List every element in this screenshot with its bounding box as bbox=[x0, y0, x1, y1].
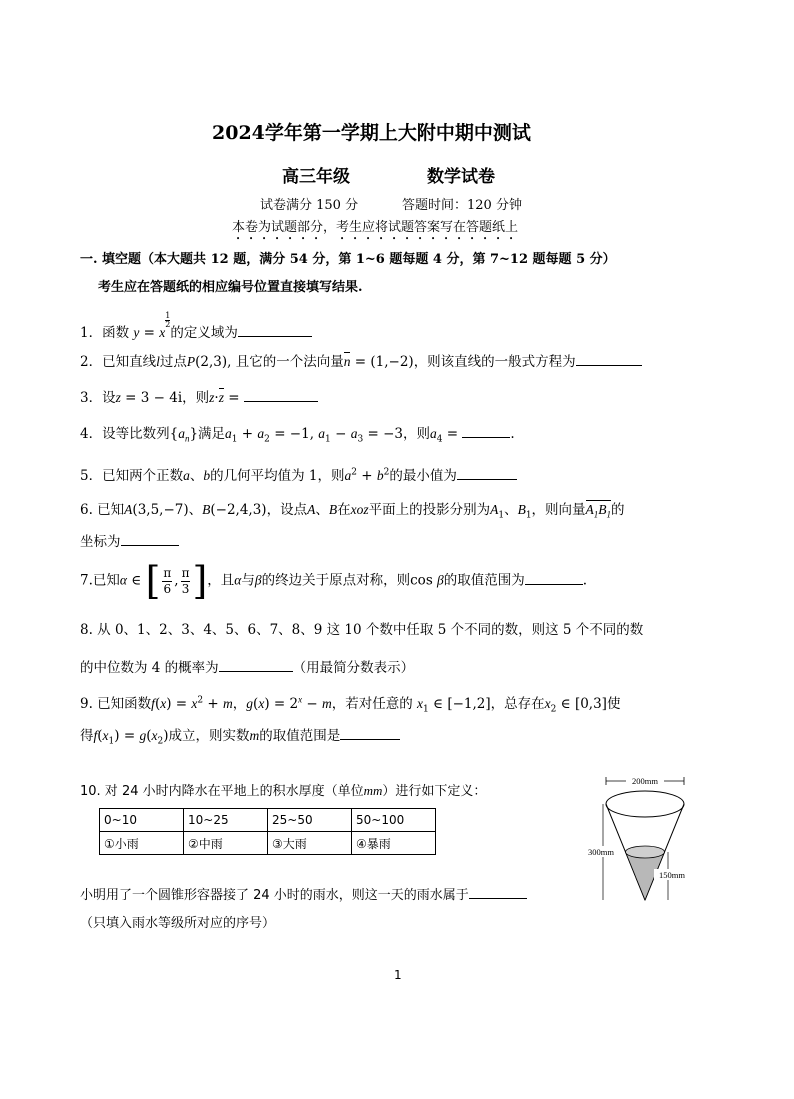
q2-text-d: ，则该直线的一般式方程为 bbox=[413, 354, 576, 370]
q6-text-g: 坐标为 bbox=[80, 534, 121, 550]
question-number: 5． bbox=[80, 468, 103, 484]
q7-text-d: 的终边关于原点对称，则 bbox=[261, 572, 411, 589]
question-9-cont: 得$f(x_1) = g(x_2)$成立，则实数m的取值范围是 bbox=[80, 724, 400, 747]
question-4: 4．设等比数列$\{a_n\}$满足$a_1 + a_2 = -1$, $a_1 - a_3 = -3$，则$a_4$ = . bbox=[80, 426, 515, 445]
answer-blank bbox=[576, 352, 642, 366]
exam-notice: 本卷为试题部分，考生应将试题答案写在答题纸上 bbox=[232, 220, 519, 235]
q2-text-c: , 且它的一个法向量 bbox=[227, 354, 344, 370]
table-cell: ④暴雨 bbox=[352, 832, 436, 855]
q7-text-e: 的取值范围为 bbox=[443, 572, 525, 589]
q3-text-b: ，则 bbox=[182, 390, 210, 406]
question-6-cont bbox=[80, 530, 179, 550]
water-dimension-label: 150mm bbox=[659, 870, 685, 880]
time-info: 答题时间：120 分钟 bbox=[402, 198, 522, 213]
answer-blank bbox=[469, 885, 527, 899]
question-number: 6. bbox=[80, 502, 98, 518]
q4-end: . bbox=[510, 426, 515, 442]
page-number: 1 bbox=[394, 968, 402, 982]
question-5: 5．已知两个正数a、b的几何平均值为 1，则$a^2 + b^2$的最小值为 bbox=[80, 464, 517, 484]
question-8: 8. 从 0、1、2、3、4、5、6、7、8、9 这 10 个数中任取 5 个不同的数，则这 5 个不同的数 bbox=[80, 622, 644, 638]
question-9: 9. 已知函数$f(x) = x^2 + m$，$g(x) = 2^x - m$，若对任意的 $x_1$ ∈ [−1,2]，总存在$x_2$ ∈ [0,3]使 bbox=[80, 694, 621, 715]
rainfall-table bbox=[99, 808, 436, 855]
question-10-note: （只填入雨水等级所对应的序号） bbox=[80, 916, 276, 931]
q9-text-e: 成立，则实数 bbox=[168, 728, 250, 744]
table-cell: 25~50 bbox=[268, 809, 352, 832]
answer-blank bbox=[244, 388, 318, 402]
q5-text-b: 的几何平均值为 1，则 bbox=[210, 468, 345, 484]
page-title: 2024学年第一学期上大附中期中测试 bbox=[212, 122, 531, 144]
answer-blank bbox=[462, 424, 510, 438]
q9-text-c: 使 bbox=[606, 696, 621, 712]
question-number: 9. bbox=[80, 696, 98, 712]
question-10-cont bbox=[80, 884, 527, 903]
section-heading: 一. 填空题（本大题共 12 题，满分 54 分，第 1~6 题每题 4 分，第 7~12 题每题 5 分） bbox=[80, 252, 616, 267]
q10-text-a: 10. 对 24 小时内降水在平地上的积水厚度（单位 bbox=[80, 784, 364, 799]
answer-blank bbox=[525, 571, 583, 585]
score-info: 试卷满分 150 分 bbox=[260, 198, 359, 213]
top-dimension-label: 200mm bbox=[632, 776, 658, 786]
question-number: 3． bbox=[80, 390, 103, 406]
table-cell: ③大雨 bbox=[268, 832, 352, 855]
table-row bbox=[100, 832, 436, 855]
question-8-cont bbox=[80, 656, 414, 676]
grade-label: 高三年级 bbox=[282, 167, 350, 187]
q7-text-c: 与 bbox=[241, 572, 255, 589]
q5-text-a: 已知两个正数 bbox=[102, 468, 184, 484]
question-2: 2．已知直线l过点P(2,3), 且它的一个法向量n = (1,−2)，则该直线的一般式方程为 bbox=[80, 350, 642, 370]
q4-text-c: ，则 bbox=[402, 426, 430, 442]
height-dimension-label: 300mm bbox=[588, 847, 614, 857]
answer-blank bbox=[457, 466, 517, 480]
question-3: 3．设z = 3 − 4i，则z·z = bbox=[80, 386, 318, 406]
q7-text-b: ，且 bbox=[207, 572, 235, 589]
cone-figure bbox=[584, 768, 694, 910]
answer-blank bbox=[121, 532, 179, 546]
answer-blank bbox=[238, 323, 312, 337]
question-number: 4． bbox=[80, 426, 103, 442]
table-cell: 10~25 bbox=[184, 809, 268, 832]
table-cell: ①小雨 bbox=[100, 832, 184, 855]
question-number: 7. bbox=[80, 572, 93, 589]
q3-text-a: 设 bbox=[102, 390, 116, 406]
q6-text-a: 已知 bbox=[97, 502, 125, 518]
question-number: 2． bbox=[80, 354, 103, 370]
q10-text-b: ）进行如下定义： bbox=[382, 784, 487, 799]
q4-text-b: 满足 bbox=[198, 426, 226, 442]
table-cell: 50~100 bbox=[352, 809, 436, 832]
q1-text-a: 函数 bbox=[102, 325, 134, 341]
question-7: 7.已知α ∈ [ $\frac{\pi}{6}$ , $\frac{\pi}{3}$ ]，且α与β的终边关于原点对称，则cos β的取值范围为 . bbox=[80, 559, 588, 603]
q9-text-d: 得 bbox=[80, 728, 94, 744]
q6-text-e: ，则向量 bbox=[531, 502, 586, 518]
q7-end: . bbox=[582, 572, 588, 589]
q9-text-b: ，总存在 bbox=[490, 696, 545, 712]
q5-text-c: 的最小值为 bbox=[389, 468, 457, 484]
question-10 bbox=[80, 780, 486, 799]
table-cell: ②中雨 bbox=[184, 832, 268, 855]
q4-text-a: 设等比数列 bbox=[102, 426, 170, 442]
answer-blank bbox=[219, 658, 293, 672]
q6-text-f: 的 bbox=[611, 502, 625, 518]
q6-text-c: 在 bbox=[337, 502, 351, 518]
q10-text-c: 小明用了一个圆锥形容器接了 24 小时的雨水，则这一天的雨水属于 bbox=[80, 888, 469, 903]
q6-text-d: 平面上的投影分别为 bbox=[368, 502, 491, 518]
table-cell: 0~10 bbox=[100, 809, 184, 832]
q8-text-a: 的中位数为 4 的概率为 bbox=[80, 660, 219, 676]
answer-blank bbox=[340, 726, 400, 740]
section-instruction: 考生应在答题纸的相应编号位置直接填写结果. bbox=[98, 280, 363, 295]
table-row bbox=[100, 809, 436, 832]
q8-text-b: （用最简分数表示） bbox=[292, 660, 415, 676]
q1-text-b: 的定义域为 bbox=[170, 325, 238, 341]
q1-formula: y bbox=[133, 325, 140, 340]
q6-text-b: ，设点 bbox=[266, 502, 308, 518]
question-number: 1． bbox=[80, 325, 103, 341]
q9-text-a: 已知函数 bbox=[97, 696, 152, 712]
q7-text-a: 已知 bbox=[92, 572, 120, 589]
subject-label: 数学试卷 bbox=[427, 167, 495, 187]
q2-text-b: 过点 bbox=[159, 354, 187, 370]
question-6: 6. 已知A(3,5,−7)、B(−2,4,3)，设点A、B在xoz平面上的投影分别为$A_1$、$B_1$，则向量$A_1B_1$的 bbox=[80, 502, 625, 521]
q2-text-a: 已知直线 bbox=[102, 354, 157, 370]
q9-text-f: 的取值范围是 bbox=[259, 728, 341, 744]
q10-unit: mm bbox=[363, 783, 383, 798]
question-1: 1．函数 y = x $\frac{1}{2}$ 的定义域为 bbox=[80, 312, 312, 341]
